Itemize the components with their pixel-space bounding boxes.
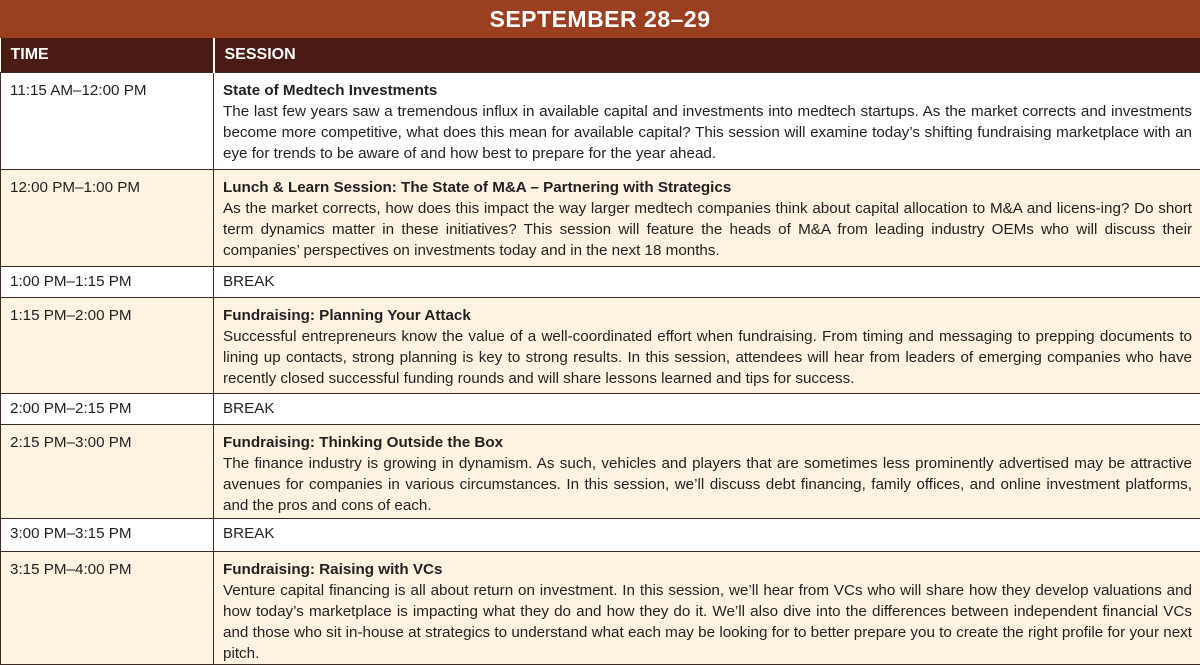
time-cell: 2:15 PM–3:00 PM [1,424,214,518]
time-cell: 3:15 PM–4:00 PM [1,551,214,664]
table-row [1,393,1200,424]
break-cell: BREAK [214,518,1200,551]
table-row [1,518,1200,551]
banner-title: SEPTEMBER 28–29 [0,0,1200,38]
session-cell [214,72,1200,169]
table-row [1,169,1200,266]
column-header-time: TIME [1,38,214,72]
table-row [1,424,1200,518]
session-description: The last few years saw a tremendous influx in available capital and investments into medtech startups. As the market corrects and investments become more competitive, what does this mean for available capital? This session will examine today’s shifting fundraising marketplace with an eye for trends to be aware of and how best to prepare for the year ahead. [223,101,1192,164]
break-cell: BREAK [214,266,1200,297]
session-cell [214,297,1200,393]
table-row [1,266,1200,297]
time-cell: 2:00 PM–2:15 PM [1,393,214,424]
column-header-session: SESSION [214,38,1200,72]
session-description: The finance industry is growing in dynamism. As such, vehicles and players that are sometimes less prominently advertised may be attractive avenues for companies in various circumstances. In this session, we’ll discuss debt financing, family offices, and online investment platforms, and the pros and cons of each. [223,453,1192,516]
agenda-table [0,38,1200,665]
table-row [1,72,1200,169]
table-row [1,551,1200,664]
time-cell: 3:00 PM–3:15 PM [1,518,214,551]
session-cell [214,169,1200,266]
session-cell [214,551,1200,664]
session-cell [214,424,1200,518]
time-cell: 12:00 PM–1:00 PM [1,169,214,266]
session-title: Fundraising: Planning Your Attack [223,305,1192,326]
session-title: Fundraising: Raising with VCs [223,559,1192,580]
session-title: Fundraising: Thinking Outside the Box [223,432,1192,453]
session-description: Venture capital financing is all about return on investment. In this session, we’ll hear from VCs who will share how they develop valuations and how today’s marketplace is impacting what they do and how they do it. We’ll also dive into the differences between independent financial VCs and those who sit in-house at strategics to understand what each may be looking for to better prepare you to create the right profile for your next pitch. [223,580,1192,664]
session-title: State of Medtech Investments [223,80,1192,101]
header-row [1,38,1200,72]
session-description: As the market corrects, how does this impact the way larger medtech companies think about capital allocation to M&A and licens-ing? Do short term dynamics matter in these initiatives? This session will feature the heads of M&A from leading industry OEMs who will discuss their companies’ perspectives on investments today and in the next 18 months. [223,198,1192,261]
time-cell: 1:15 PM–2:00 PM [1,297,214,393]
break-cell: BREAK [214,393,1200,424]
time-cell: 11:15 AM–12:00 PM [1,72,214,169]
session-title: Lunch & Learn Session: The State of M&A – Partnering with Strategics [223,177,1192,198]
time-cell: 1:00 PM–1:15 PM [1,266,214,297]
session-description: Successful entrepreneurs know the value of a well-coordinated effort when fundraising. From timing and messaging to prepping documents to lining up contacts, strong planning is key to strong results. In this session, attendees will hear from leaders of emerging companies who have recently closed successful funding rounds and will share lessons learned and tips for success. [223,326,1192,389]
table-row [1,297,1200,393]
